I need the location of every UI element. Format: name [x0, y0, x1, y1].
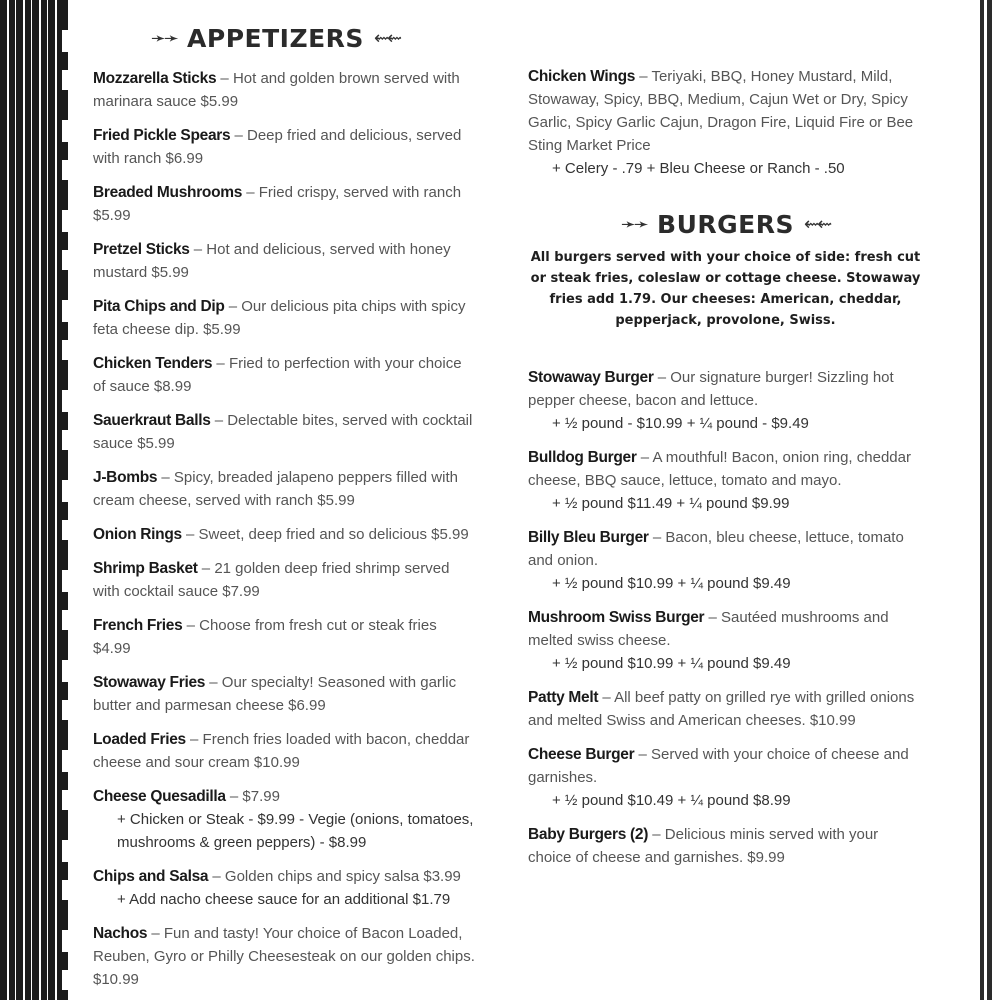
arrow-right-icon: ➛➛ — [620, 214, 648, 235]
menu-item-billy-bleu-burger — [528, 526, 923, 595]
item-name: Onion Rings — [93, 526, 182, 543]
menu-item-nachos — [93, 922, 478, 991]
item-desc: – Served with your choice of cheese and garnishes. — [528, 746, 909, 786]
arrow-left-icon: ⇜⇜ — [373, 28, 401, 49]
item-addon: + ½ pound $10.99 + ¼ pound $9.49 — [552, 575, 791, 592]
item-desc: – Fun and tasty! Your choice of Bacon Loaded, Reuben, Gyro or Philly Cheesesteak on our golden chips. $10.99 — [93, 925, 475, 988]
item-desc: – Our specialty! Seasoned with garlic butter and parmesan cheese $6.99 — [93, 674, 457, 714]
item-addon: + Add nacho cheese sauce for an additional $1.79 — [117, 891, 451, 908]
item-desc: – Choose from fresh cut or steak fries $4.99 — [93, 617, 437, 657]
item-name: Baby Burgers (2) — [528, 826, 649, 843]
menu-item-chicken-wings — [528, 65, 923, 180]
item-desc: – Fried crispy, served with ranch $5.99 — [93, 184, 462, 224]
item-desc: – Our signature burger! Sizzling hot pepper cheese, bacon and lettuce. — [528, 369, 894, 409]
item-desc: – Deep fried and delicious, served with ranch $6.99 — [93, 127, 462, 167]
item-desc: – A mouthful! Bacon, onion ring, cheddar cheese, BBQ sauce, lettuce, tomato and mayo. — [528, 449, 911, 489]
item-addon: + Celery - .79 + Bleu Cheese or Ranch - .50 — [552, 160, 845, 177]
item-name: Patty Melt — [528, 689, 599, 706]
item-name: Cheese Burger — [528, 746, 635, 763]
menu-item-chips-and-salsa — [93, 865, 478, 911]
arrow-right-icon: ➛➛ — [150, 28, 178, 49]
menu-item — [93, 352, 478, 398]
item-desc: – Our delicious pita chips with spicy feta cheese dip. $5.99 — [93, 298, 466, 338]
menu-item — [93, 614, 478, 660]
item-desc: – 21 golden deep fried shrimp served with cocktail sauce $7.99 — [93, 560, 450, 600]
item-desc: – Teriyaki, BBQ, Honey Mustard, Mild, Stowaway, Spicy, BBQ, Medium, Cajun Wet or Dry, Spicy Garlic, Spicy Garlic Cajun, Dragon Fire, Liquid Fire or Bee Sting Market Price — [528, 68, 914, 154]
item-name: Pretzel Sticks — [93, 241, 190, 258]
appetizers-list — [93, 67, 478, 774]
item-desc: – Delectable bites, served with cocktail sauce $5.99 — [93, 412, 473, 452]
item-desc: – Hot and delicious, served with honey mustard $5.99 — [93, 241, 451, 281]
item-desc: – Sweet, deep fried and so delicious $5.99 — [181, 526, 469, 543]
item-desc: – Hot and golden brown served with marinara sauce $5.99 — [93, 70, 460, 110]
item-name: Nachos — [93, 925, 148, 942]
menu-item — [93, 409, 478, 455]
menu-item-cheese-quesadilla — [93, 785, 478, 854]
item-desc: – Fried to perfection with your choice of sauce $8.99 — [93, 355, 462, 395]
menu-item — [93, 523, 478, 546]
item-addon: + ½ pound $10.99 + ¼ pound $9.49 — [552, 655, 791, 672]
appetizers-heading — [93, 24, 478, 53]
brush-border-left — [0, 0, 62, 1000]
item-name: Stowaway Burger — [528, 369, 654, 386]
item-name: Loaded Fries — [93, 731, 186, 748]
appetizers-title: APPETIZERS — [187, 24, 364, 53]
item-name: Billy Bleu Burger — [528, 529, 649, 546]
menu-item — [93, 295, 478, 341]
item-name: Fried Pickle Spears — [93, 127, 231, 144]
item-name: Chicken Wings — [528, 68, 636, 85]
item-name: Bulldog Burger — [528, 449, 637, 466]
menu-item-cheese-burger — [528, 743, 923, 812]
item-name: Breaded Mushrooms — [93, 184, 243, 201]
burgers-note: All burgers served with your choice of side: fresh cut or steak fries, coleslaw or cottage cheese. Stowaway fries add 1.79. Our cheeses: American, cheddar, pepperjack, provolone, Swiss. — [530, 250, 921, 328]
item-addon: + ½ pound $11.49 + ¼ pound $9.99 — [552, 495, 790, 512]
item-name: Mozzarella Sticks — [93, 70, 217, 87]
menu-item — [93, 466, 478, 512]
item-name: Stowaway Fries — [93, 674, 206, 691]
item-name: Shrimp Basket — [93, 560, 198, 577]
item-addon: + ½ pound $10.49 + ¼ pound $8.99 — [552, 792, 791, 809]
menu-item — [93, 728, 478, 774]
item-desc: – Sautéed mushrooms and melted swiss cheese. — [528, 609, 889, 649]
menu-item — [93, 671, 478, 717]
item-name: Chips and Salsa — [93, 868, 209, 885]
menu-item-stowaway-burger — [528, 366, 923, 435]
menu-item-baby-burgers — [528, 823, 923, 869]
burgers-title: BURGERS — [657, 210, 794, 239]
appetizers-column — [93, 0, 478, 1002]
arrow-left-icon: ⇜⇜ — [803, 214, 831, 235]
item-desc: – Delicious minis served with your choice of cheese and garnishes. $9.99 — [528, 826, 879, 866]
item-desc: – $7.99 — [225, 788, 280, 805]
item-addon: + ½ pound - $10.99 + ¼ pound - $9.49 — [552, 415, 809, 432]
item-desc: – Spicy, breaded jalapeno peppers filled with cream cheese, served with ranch $5.99 — [93, 469, 458, 509]
item-name: Mushroom Swiss Burger — [528, 609, 705, 626]
item-name: J-Bombs — [93, 469, 158, 486]
menu-item — [93, 557, 478, 603]
item-desc: – Bacon, bleu cheese, lettuce, tomato and onion. — [528, 529, 904, 569]
brush-border-right — [970, 0, 1000, 1000]
item-name: French Fries — [93, 617, 183, 634]
item-name: Pita Chips and Dip — [93, 298, 225, 315]
item-desc: – French fries loaded with bacon, cheddar cheese and sour cream $10.99 — [93, 731, 470, 771]
item-addon: + Chicken or Steak - $9.99 - Vegie (onions, tomatoes, mushrooms & green peppers) - $8.99 — [117, 811, 474, 851]
item-name: Chicken Tenders — [93, 355, 213, 372]
item-desc: – Golden chips and spicy salsa $3.99 — [208, 868, 461, 885]
menu-item-patty-melt — [528, 686, 923, 732]
menu-item — [93, 238, 478, 284]
item-name: Sauerkraut Balls — [93, 412, 211, 429]
menu-item — [93, 124, 478, 170]
menu-item — [93, 181, 478, 227]
burgers-heading — [528, 210, 923, 239]
item-desc: – All beef patty on grilled rye with grilled onions and melted Swiss and American cheeses. $10.99 — [528, 689, 915, 729]
menu-item-bulldog-burger — [528, 446, 923, 515]
item-name: Cheese Quesadilla — [93, 788, 226, 805]
burgers-column — [528, 0, 923, 880]
menu-item-mushroom-swiss-burger — [528, 606, 923, 675]
menu-item — [93, 67, 478, 113]
